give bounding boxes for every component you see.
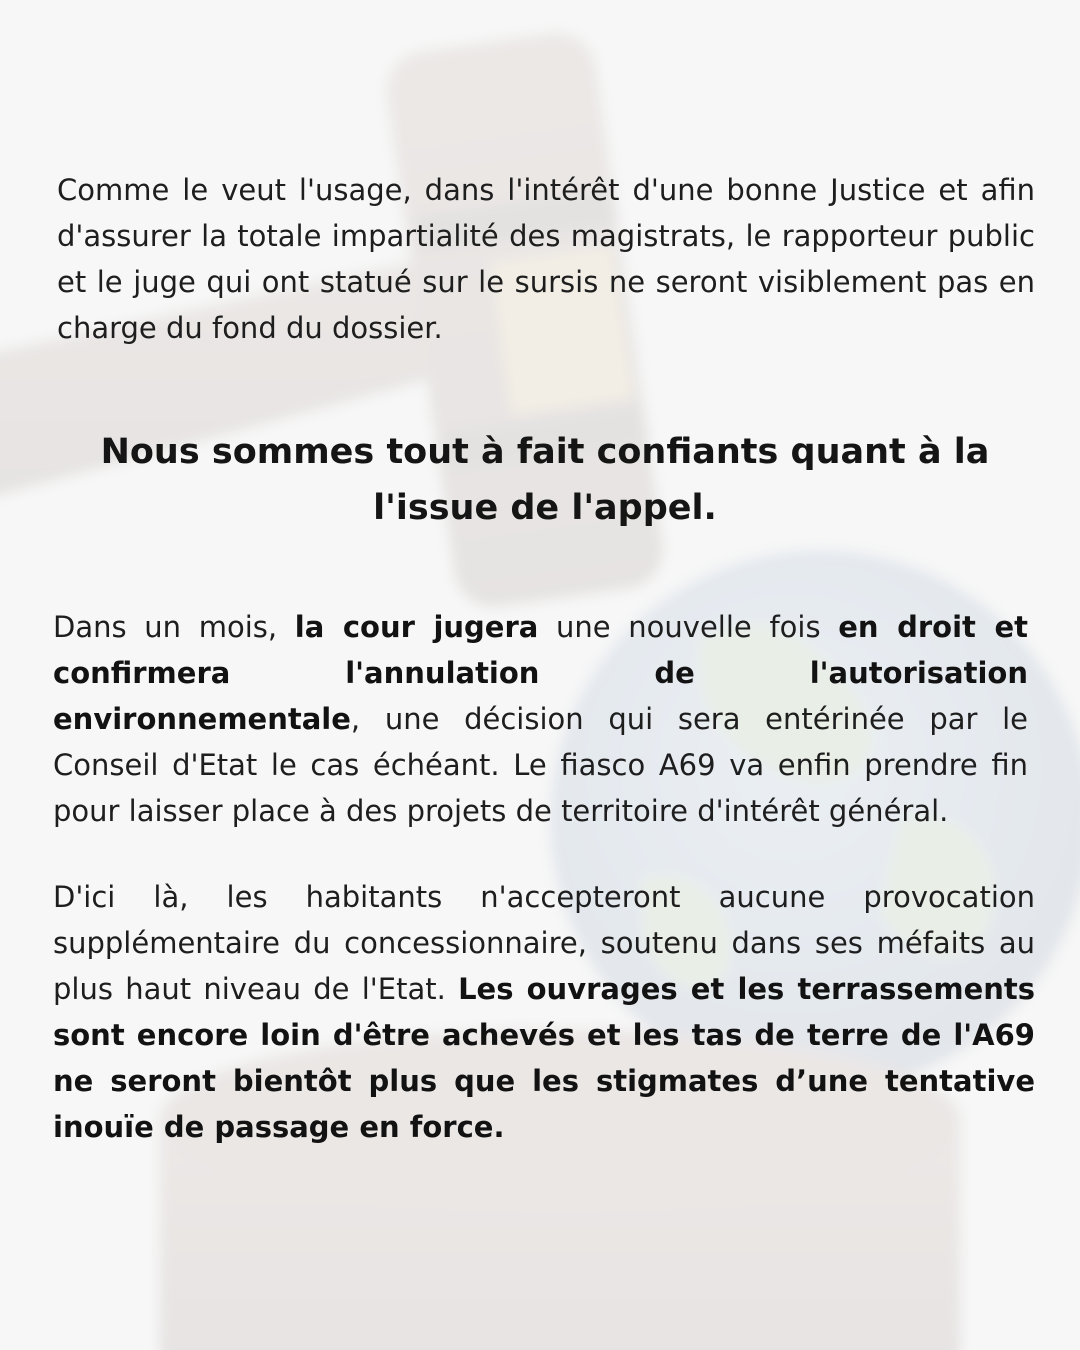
paragraph-residents-bold-1: Les ouvrages et les terrassements sont encore loin d'être achevés et les tas de terre de l'A69 ne seront bientôt plus que les stigmates d’une tentative inouïe de passage en force. — [53, 972, 1036, 1144]
paragraph-court-ruling-bold-2: en droit et confirmera l'annulation de l'autorisation environnementale — [53, 610, 1028, 736]
paragraph-usage-text: Comme le veut l'usage, dans l'intérêt d'une bonne Justice et afin d'assurer la totale impartialité des magistrats, le rapporteur public et le juge qui ont statué sur le sursis ne seront visiblement pas en charge du fond du dossier. — [57, 173, 1035, 345]
paragraph-court-ruling-text-1: Dans un mois, — [53, 610, 295, 644]
paragraph-residents — [53, 874, 1035, 1150]
headline-confidence — [60, 424, 1030, 536]
paragraph-court-ruling-text-2: une nouvelle fois — [538, 610, 839, 644]
paragraph-court-ruling-text-3: , une décision qui sera entérinée par le Conseil d'Etat le cas échéant. Le fiasco A69 va enfin prendre fin pour laisser place à des projets de territoire d'intérêt général. — [53, 702, 1028, 828]
paragraph-residents-text-1: D'ici là, les habitants n'accepteront aucune provocation supplémentaire du concessionnaire, soutenu dans ses méfaits au plus haut niveau de l'Etat. — [53, 880, 1035, 1006]
paragraph-usage — [57, 167, 1035, 351]
paragraph-court-ruling-bold-1: la cour jugera — [294, 610, 539, 644]
paragraph-court-ruling — [53, 604, 1028, 834]
headline-text: Nous sommes tout à fait confiants quant à la l'issue de l'appel. — [100, 432, 990, 528]
